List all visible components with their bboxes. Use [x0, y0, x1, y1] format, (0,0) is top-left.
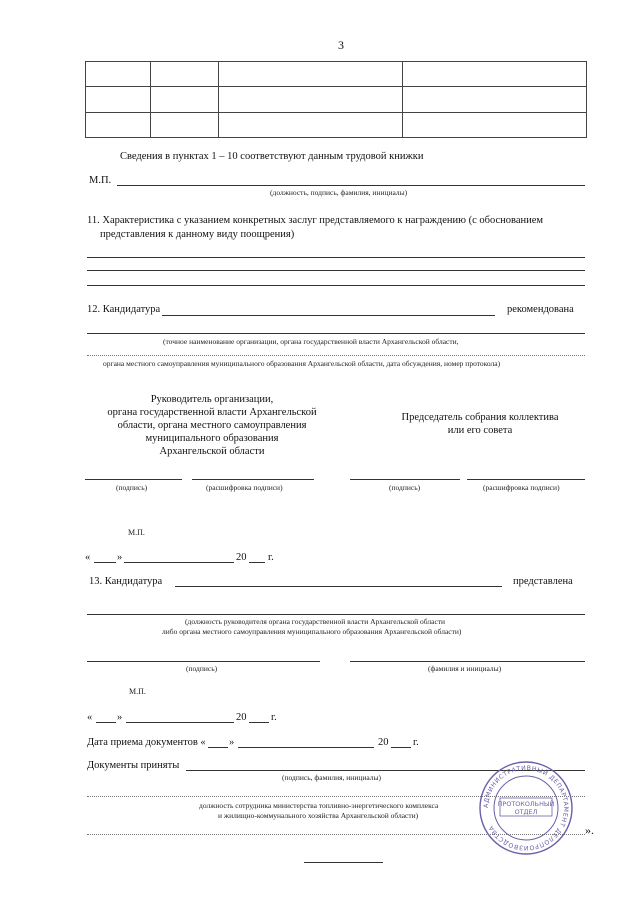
- documents-accepted-label: Документы приняты: [87, 760, 180, 771]
- stamp-place-label: М.П.: [128, 528, 145, 537]
- receipt-close-quote: »: [229, 737, 235, 748]
- ministry-caption-2: и жилищно-коммунального хозяйства Архангельской области): [218, 811, 419, 820]
- characteristic-line[interactable]: [87, 270, 585, 271]
- organization-caption-2: органа местного самоуправления муниципального образования Архангельской области, дата обсуждения, номер протокола): [103, 359, 501, 368]
- organization-line-2[interactable]: [87, 355, 585, 356]
- receipt-year-field[interactable]: [391, 747, 411, 748]
- receipt-month-field[interactable]: [238, 747, 374, 748]
- receipt-day-field[interactable]: [208, 747, 228, 748]
- table-cell[interactable]: [150, 112, 218, 137]
- date-year-prefix: 20: [236, 552, 247, 563]
- table-cell[interactable]: [150, 87, 218, 112]
- work-book-confirmation: Сведения в пунктах 1 – 10 соответствуют данным трудовой книжки: [120, 151, 424, 162]
- signature-caption: (подпись): [389, 483, 421, 492]
- head-signature-line[interactable]: [85, 479, 182, 480]
- stamp-place-label: М.П.: [89, 175, 112, 186]
- date-month-field[interactable]: [124, 562, 234, 563]
- seal-center-line-2: ОТДЕЛ: [514, 808, 538, 816]
- head-line: муниципального образования: [145, 433, 279, 444]
- date-month-field[interactable]: [126, 722, 234, 723]
- sig13-name-line[interactable]: [350, 661, 585, 662]
- ministry-caption-1: должность сотрудника министерства топливно-энергетического комплекса: [199, 801, 439, 810]
- footer-rule: [304, 862, 383, 863]
- date-year-field[interactable]: [249, 722, 269, 723]
- date-year-field[interactable]: [249, 562, 265, 563]
- receipt-date-label: Дата приема документов «: [87, 737, 206, 748]
- signature-caption: (подпись): [116, 483, 148, 492]
- candidate-line-12[interactable]: [162, 315, 495, 316]
- head-line: Председатель собрания коллектива: [401, 412, 559, 423]
- table-cell[interactable]: [150, 62, 218, 87]
- head-of-organization-title: [82, 393, 342, 458]
- date-year-suffix: г.: [268, 552, 274, 563]
- signature-decode-caption: (расшифровка подписи): [206, 483, 283, 492]
- position-line[interactable]: [87, 614, 585, 615]
- official-signature-line[interactable]: [117, 185, 585, 186]
- date-year-suffix: г.: [271, 712, 277, 723]
- table-cell[interactable]: [86, 87, 151, 112]
- seal-outer-text: АДМИНИСТРАТИВНЫЙ ДЕПАРТАМЕНТ ДЕЛОПРОИЗВОДСТВА: [482, 764, 570, 852]
- characteristic-line[interactable]: [87, 257, 585, 258]
- date-close-quote: »: [117, 712, 123, 723]
- date-open-quote: «: [87, 712, 93, 723]
- chairman-title: [380, 411, 580, 437]
- accepted-caption: (подпись, фамилия, инициалы): [282, 773, 382, 782]
- receipt-year-suffix: г.: [413, 737, 419, 748]
- table-cell[interactable]: [403, 112, 587, 137]
- chairman-signature-line[interactable]: [350, 479, 460, 480]
- table-cell[interactable]: [218, 87, 403, 112]
- characteristic-line[interactable]: [87, 285, 585, 286]
- table-row: [86, 87, 587, 112]
- date-close-quote: »: [117, 552, 123, 563]
- date-year-prefix: 20: [236, 712, 247, 723]
- signature-decode-caption: (расшифровка подписи): [483, 483, 560, 492]
- organization-caption: (точное наименование организации, органа государственной власти Архангельской области,: [163, 337, 459, 346]
- date-day-field[interactable]: [94, 562, 116, 563]
- full-name-caption: (фамилия и инициалы): [428, 664, 502, 673]
- page-number: 3: [338, 38, 344, 52]
- table-row: [86, 62, 587, 87]
- item-13-tail: представлена: [513, 576, 573, 587]
- item-11-heading: 11. Характеристика с указанием конкретных заслуг представляемого к награждению (с обоснованием: [87, 215, 544, 226]
- head-name-line[interactable]: [192, 479, 314, 480]
- sig13-signature-line[interactable]: [87, 661, 320, 662]
- head-line: органа государственной власти Архангельской: [107, 407, 317, 418]
- table-cell[interactable]: [86, 62, 151, 87]
- chairman-name-line[interactable]: [467, 479, 585, 480]
- table-cell[interactable]: [218, 112, 403, 137]
- protocol-department-seal: [478, 760, 574, 856]
- head-line: или его совета: [447, 425, 513, 436]
- date-day-field[interactable]: [96, 722, 116, 723]
- head-line: области, органа местного самоуправления: [117, 420, 307, 431]
- item-13-label: 13. Кандидатура: [89, 576, 163, 587]
- item-12-tail: рекомендована: [507, 304, 574, 315]
- receipt-year-prefix: 20: [378, 737, 389, 748]
- organization-line[interactable]: [87, 333, 585, 334]
- signature-caption: (подпись): [186, 664, 218, 673]
- position-caption: (должность руководителя органа государственной власти Архангельской области: [185, 617, 446, 626]
- table-cell[interactable]: [403, 62, 587, 87]
- continuation-table: [85, 61, 587, 138]
- official-signature-caption: (должность, подпись, фамилия, инициалы): [270, 188, 408, 197]
- position-caption-2: либо органа местного самоуправления муниципального образования Архангельской области): [162, 627, 462, 636]
- closing-quote: ».: [585, 823, 594, 837]
- head-line: Архангельской области: [159, 446, 265, 457]
- table-cell[interactable]: [218, 62, 403, 87]
- table-cell[interactable]: [403, 87, 587, 112]
- head-line: Руководитель организации,: [150, 394, 274, 405]
- seal-center-line-1: ПРОТОКОЛЬНЫЙ: [497, 800, 555, 808]
- date-open-quote: «: [85, 552, 91, 563]
- item-11-heading-cont: представления к данному виду поощрения): [100, 229, 295, 240]
- table-cell[interactable]: [86, 112, 151, 137]
- table-row: [86, 112, 587, 137]
- stamp-place-label: М.П.: [129, 687, 146, 696]
- candidate-line-13[interactable]: [175, 586, 502, 587]
- item-12-label: 12. Кандидатура: [87, 304, 161, 315]
